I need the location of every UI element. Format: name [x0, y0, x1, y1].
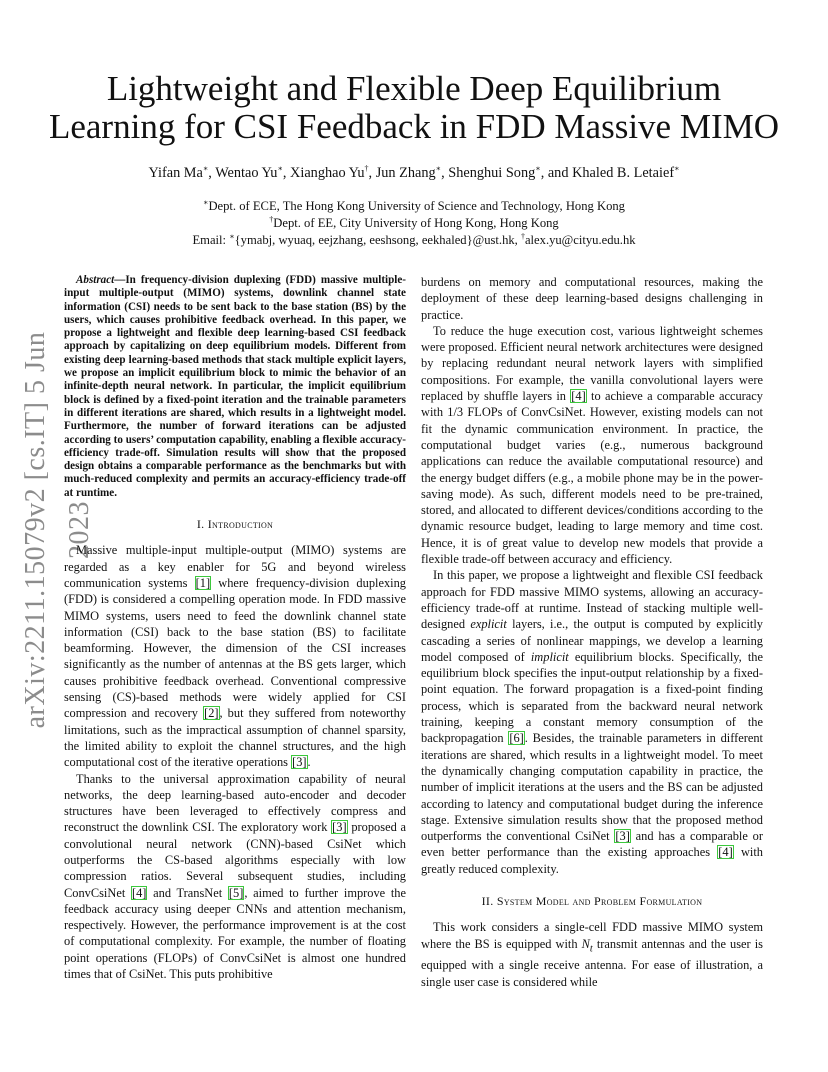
author-name: Xianghao Yu	[290, 165, 365, 181]
arxiv-identifier: arXiv:2211.15079v2 [cs.IT] 5 Jun 2023	[20, 331, 95, 729]
citation-link[interactable]: [6]	[509, 731, 524, 746]
section-heading-introduction	[64, 516, 406, 532]
author-name: Wentao Yu	[215, 165, 278, 181]
affiliation-mark: ∗	[229, 231, 235, 241]
affiliation-text: Dept. of ECE, The Hong Kong University of Science and Technology, Hong Kong	[208, 199, 625, 213]
affiliation-mark: ∗	[277, 164, 283, 174]
affiliation-line	[40, 198, 788, 215]
affiliation-text: Dept. of EE, City University of Hong Kong, Hong Kong	[273, 216, 559, 230]
paragraph	[64, 771, 406, 983]
title-line-1: Lightweight and Flexible Deep Equilibrium	[106, 69, 722, 108]
emphasis: implicit	[530, 649, 569, 664]
citation-link[interactable]: [3]	[615, 829, 630, 844]
author-name: Jun Zhang	[375, 165, 436, 181]
text: layers, i.e., the output is computed by explicitly cascading a series of nonlinear mappings, we develop a learning model composed of	[421, 617, 763, 664]
emphasis: explicit	[470, 617, 507, 632]
separator: ,	[282, 165, 291, 181]
section-title: Introduction	[207, 517, 274, 532]
arxiv-watermark	[14, 300, 95, 760]
text: In this paper, we propose a lightweight and flexible CSI feedback approach for FDD massive MIMO systems, allowing an accuracy-efficiency trade-off at runtime. Instead of stacking multiple well-designed	[421, 568, 763, 632]
text: proposed a convolutional neural network (CNN)-based CsiNet which outperforms the CS-based algorithms especially with low compression ratios. Several subsequent studies, including ConvCsiNet	[64, 820, 407, 900]
author-name: Yifan Ma	[148, 165, 203, 181]
separator: ,	[368, 165, 376, 181]
paragraph	[421, 323, 763, 567]
text: and TransNet	[147, 885, 228, 900]
author-name: Shenghui Song	[448, 165, 536, 181]
section-heading-system-model	[421, 893, 763, 909]
text: Massive multiple-input multiple-output (MIMO) systems are regarded as a key enabler for 5G and beyond wireless communication systems	[64, 543, 406, 590]
affiliation-mark: ∗	[202, 164, 209, 174]
text: . Besides, the trainable parameters in different iterations are shared, which results in a lightweight model. To meet the dynamically changing computation capability in practice, the number of implicit iterations at the users and the BS can be adjusted according to latency and computational budget during the inference stage. Extensive simulation results show that the proposed method outperforms the conventional CsiNet	[421, 731, 763, 844]
abstract-text: —In frequency-division duplexing (FDD) massive multiple-input multiple-output (MIMO) systems, downlink channel state information (CSI) needs to be sent back to the base station (BS) by the users, which causes prohibitive feedback overhead. In this paper, we propose a lightweight and flexible deep learning-based CSI feedback approach by capitalizing on deep equilibrium models. Different from existing deep learning-based methods that stack multiple explicit layers, we propose an implicit equilibrium block to mimic the behavior of an infinite-depth neural network. In particular, the implicit equilibrium block is defined by a fixed-point iteration and the trainable parameters in different iterations are shared, which results in a lightweight model. Furthermore, the number of forward iterations can be adjusted according to users’ computation capability, enabling a flexible accuracy-efficiency trade-off. Simulation results will show that the proposed design obtains a comparable performance as the benchmarks but with much-reduced complexity and permits an accuracy-efficiency trade-off at runtime.	[64, 274, 406, 499]
affiliation-line	[40, 215, 788, 232]
text: transmit antennas and the user is equipped with a single receive antenna. For ease of illustration, a single user case is considered while	[421, 936, 764, 989]
text: , aimed to further improve the feedback accuracy using deeper CNNs and attention mechanism, respectively. However, the performance improvement is at the cost of computational complexity. For example, the number of floating point operations (FLOPs) of ConvCsiNet is almost one hundred times that of CsiNet. This puts prohibitive	[64, 885, 407, 982]
text: to achieve a comparable accuracy with 1/3 FLOPs of ConvCsiNet. However, existing models can not fit the dynamic communication environment. In practice, the computational budget varies (e.g., numerous background applications can reduce the available computational resource) and the energy budget differs (e.g., a mobile phone may be in the power-saving mode). As such, different models need to be pre-trained, stored, and allocated to different devices/conditions according to the dynamic resource budget, leading to large memory and time cost. Hence, it is of great value to develop new models that provide a flexible trade-off between accuracy and efficiency.	[421, 389, 763, 567]
citation-link[interactable]: [4]	[131, 885, 147, 900]
section-title: System Model and Problem Formulation	[496, 893, 703, 908]
text: equilibrium blocks. Specifically, the equilibrium block specifies the input-output relationship by a fixed-point equation. The forward propagation is a fixed-point finding process, which is separated from the backward neural network training, keeping a constant memory consumption of the backpropagation	[421, 649, 764, 746]
affiliation-mark: †	[364, 164, 369, 174]
text: Thanks to the universal approximation capability of neural networks, the deep learning-based auto-encoder and decoder structures have been leveraged to effectively compress and reconstruct the downlink CSI. The exploratory work	[64, 771, 406, 835]
email-address[interactable]: alex.yu@cityu.edu.hk	[524, 233, 636, 247]
text: , but they suffered from noteworthy limitations, such as the impractical assumption of channel sparsity, the limited ability to exploit the channel structures, and the high computational cost of the iterative operations	[64, 706, 406, 770]
citation-link[interactable]: [2]	[204, 706, 219, 721]
text: To reduce the huge execution cost, various lightweight schemes were proposed. Efficient neural network architectures were designed by replacing redundant neural network layers with simplified compositions. For example, the vanilla convolutional layers were replaced by shuffle layers in	[421, 323, 763, 404]
affiliations	[40, 198, 788, 249]
paper-title	[40, 70, 788, 146]
paragraph	[421, 567, 763, 877]
author-list	[40, 164, 788, 182]
section-number: II.	[481, 893, 497, 908]
separator: ,	[441, 165, 449, 181]
paragraph	[421, 274, 763, 323]
affiliation-mark: ∗	[203, 197, 209, 207]
math-subscript: t	[589, 943, 593, 955]
math-variable: N	[581, 936, 590, 951]
citation-link[interactable]: [1]	[195, 575, 211, 590]
text: .	[307, 755, 311, 770]
affiliation-mark: †	[520, 231, 525, 241]
left-column	[64, 274, 406, 982]
affiliation-mark: †	[269, 214, 274, 224]
affiliation-mark: ∗	[535, 164, 541, 174]
separator: , and	[540, 165, 573, 181]
abstract	[64, 274, 406, 500]
abstract-label: Abstract	[76, 274, 115, 286]
citation-link[interactable]: [3]	[332, 820, 347, 835]
email-label: Email:	[192, 233, 230, 247]
email-addresses[interactable]: {ymabj, wyuaq, eejzhang, eeshsong, eekhaled}@ust.hk,	[234, 233, 521, 247]
citation-link[interactable]: [4]	[718, 845, 733, 860]
author-name: Khaled B. Letaief	[572, 165, 675, 181]
text: and has a comparable or even better performance than the existing approaches	[421, 829, 763, 860]
separator: ,	[208, 165, 216, 181]
affiliation-mark: ∗	[674, 164, 680, 174]
text: where frequency-division duplexing (FDD) is considered a compelling operation mode. In FDD massive MIMO systems, users need to feed the downlink channel state information (CSI) back to the base station (BS) to facilitate beamforming. However, the dimension of the CSI increases significantly as the number of antennas at the BS gets larger, which causes prohibitive feedback overhead. Conventional compressive sensing (CS)-based methods were widely applied for CSI compression and recovery	[64, 575, 406, 721]
right-column	[421, 274, 763, 990]
section-number: I.	[196, 517, 208, 532]
paragraph	[64, 542, 406, 770]
text: burdens on memory and computational resources, making the deployment of these deep learning-based designs challenging in practice.	[421, 275, 763, 322]
citation-link[interactable]: [3]	[292, 755, 307, 770]
email-line	[40, 232, 788, 249]
text: with greatly reduced complexity.	[421, 845, 763, 876]
paragraph	[421, 919, 763, 990]
citation-link[interactable]: [4]	[571, 389, 586, 404]
text: This work considers a single-cell FDD massive MIMO system where the BS is equipped with	[421, 920, 763, 951]
title-line-2: Learning for CSI Feedback in FDD Massive MIMO	[48, 107, 780, 146]
citation-link[interactable]: [5]	[228, 885, 244, 900]
affiliation-mark: ∗	[435, 164, 442, 174]
